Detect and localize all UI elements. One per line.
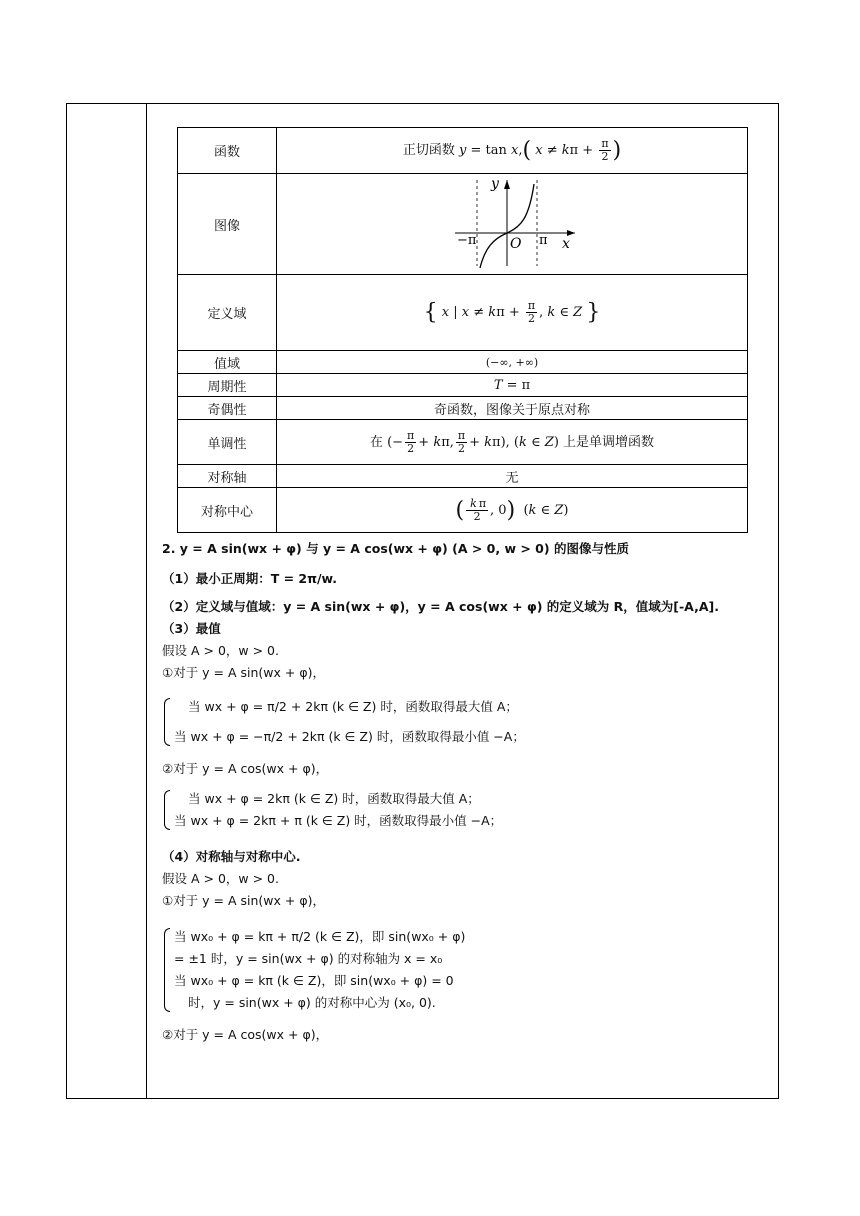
table-row <box>178 397 748 420</box>
axis-line-2: = ±1 时，y = sin(wx + φ) 的对称轴为 x = x₀ <box>174 951 443 966</box>
x-label: x <box>562 236 570 252</box>
monotonic-cell: 在 (− $\frac{\pi}{2}$ + kπ, $\frac{\pi}{2}$ + kπ), (k ∈ Z) 上是单调增函数 <box>277 420 748 465</box>
center-line-2: 时，y = sin(wx + φ) 的对称中心为 (x₀, 0). <box>188 995 436 1010</box>
row-label: 对称轴 <box>178 465 277 488</box>
row-label: 图像 <box>178 174 277 275</box>
period-cell: T = π <box>277 374 748 397</box>
cos-subheading: ②对于 y = A cos(wx + φ)， <box>162 761 329 776</box>
table-row <box>178 488 748 533</box>
assumption-text: 假设 A > 0，w > 0. <box>162 643 279 658</box>
cos-max-line: 当 wx + φ = 2kπ (k ∈ Z) 时，函数取得最大值 A； <box>188 791 480 806</box>
origin-label: O <box>510 236 522 252</box>
symmetry-heading: （4）对称轴与对称中心. <box>162 849 301 864</box>
cos-extrema-cases <box>162 788 762 832</box>
graph-cell <box>277 174 748 275</box>
sin-min-line: 当 wx + φ = −π/2 + 2kπ (k ∈ Z) 时，函数取得最小值 −A； <box>174 729 525 744</box>
sin-max-line: 当 wx + φ = π/2 + 2kπ (k ∈ Z) 时，函数取得最大值 A； <box>188 699 518 714</box>
parity-cell: 奇函数，图像关于原点对称 <box>277 397 748 420</box>
table-row <box>178 374 748 397</box>
y-label: y <box>491 176 499 192</box>
y-axis-arrow <box>504 180 510 189</box>
table-row <box>178 420 748 465</box>
row-label: 周期性 <box>178 374 277 397</box>
tangent-graph <box>447 176 577 268</box>
sin-extrema-cases <box>162 696 762 748</box>
notes-section <box>162 538 762 1046</box>
row-label: 值域 <box>178 351 277 374</box>
table-row <box>178 174 748 275</box>
table-row <box>178 465 748 488</box>
table-row <box>178 128 748 174</box>
neg-pi-label: −π <box>457 233 477 248</box>
sin-subheading-2: ①对于 y = A sin(wx + φ)， <box>162 893 325 908</box>
cos-subheading-2: ②对于 y = A cos(wx + φ)， <box>162 1027 329 1042</box>
function-cell: 正切函数 y = tan x,( x ≠ kπ + $\frac{\pi}{2}$ ) <box>277 128 748 174</box>
column-divider <box>146 103 147 1099</box>
period-heading: （1）最小正周期：T = 2π/w. <box>162 571 338 586</box>
domain-heading: （2）定义域与值域：y = A sin(wx + φ)，y = A cos(wx + φ) 的定义域为 R，值域为[-A,A]. <box>162 599 719 614</box>
extrema-heading: （3）最值 <box>162 621 221 636</box>
axis-cell: 无 <box>277 465 748 488</box>
assumption-text-2: 假设 A > 0，w > 0. <box>162 871 279 886</box>
center-cell: ( $\frac{\text{k π}}{2}$ , 0) (k ∈ Z) <box>277 488 748 533</box>
table-row <box>178 351 748 374</box>
row-label: 函数 <box>178 128 277 174</box>
table-row <box>178 275 748 351</box>
pi-label: π <box>539 233 548 248</box>
row-label: 定义域 <box>178 275 277 351</box>
row-label: 奇偶性 <box>178 397 277 420</box>
row-label: 对称中心 <box>178 488 277 533</box>
axis-line-1: 当 wx₀ + φ = kπ + π/2 (k ∈ Z)，即 sin(wx₀ + φ) <box>174 929 466 944</box>
sin-subheading: ①对于 y = A sin(wx + φ)， <box>162 665 325 680</box>
section-heading: 2. y = A sin(wx + φ) 与 y = A cos(wx + φ) (A > 0, w > 0) 的图像与性质 <box>162 541 629 556</box>
row-label: 单调性 <box>178 420 277 465</box>
sin-symmetry-cases <box>162 926 762 1014</box>
tangent-properties-table <box>177 127 748 533</box>
range-cell: (−∞, +∞) <box>277 351 748 374</box>
cos-min-line: 当 wx + φ = 2kπ + π (k ∈ Z) 时，函数取得最小值 −A； <box>174 813 503 828</box>
domain-cell: { x | x ≠ kπ + $\frac{\pi}{2}$ , k ∈ Z } <box>277 275 748 351</box>
center-line-1: 当 wx₀ + φ = kπ (k ∈ Z)，即 sin(wx₀ + φ) = 0 <box>174 973 454 988</box>
